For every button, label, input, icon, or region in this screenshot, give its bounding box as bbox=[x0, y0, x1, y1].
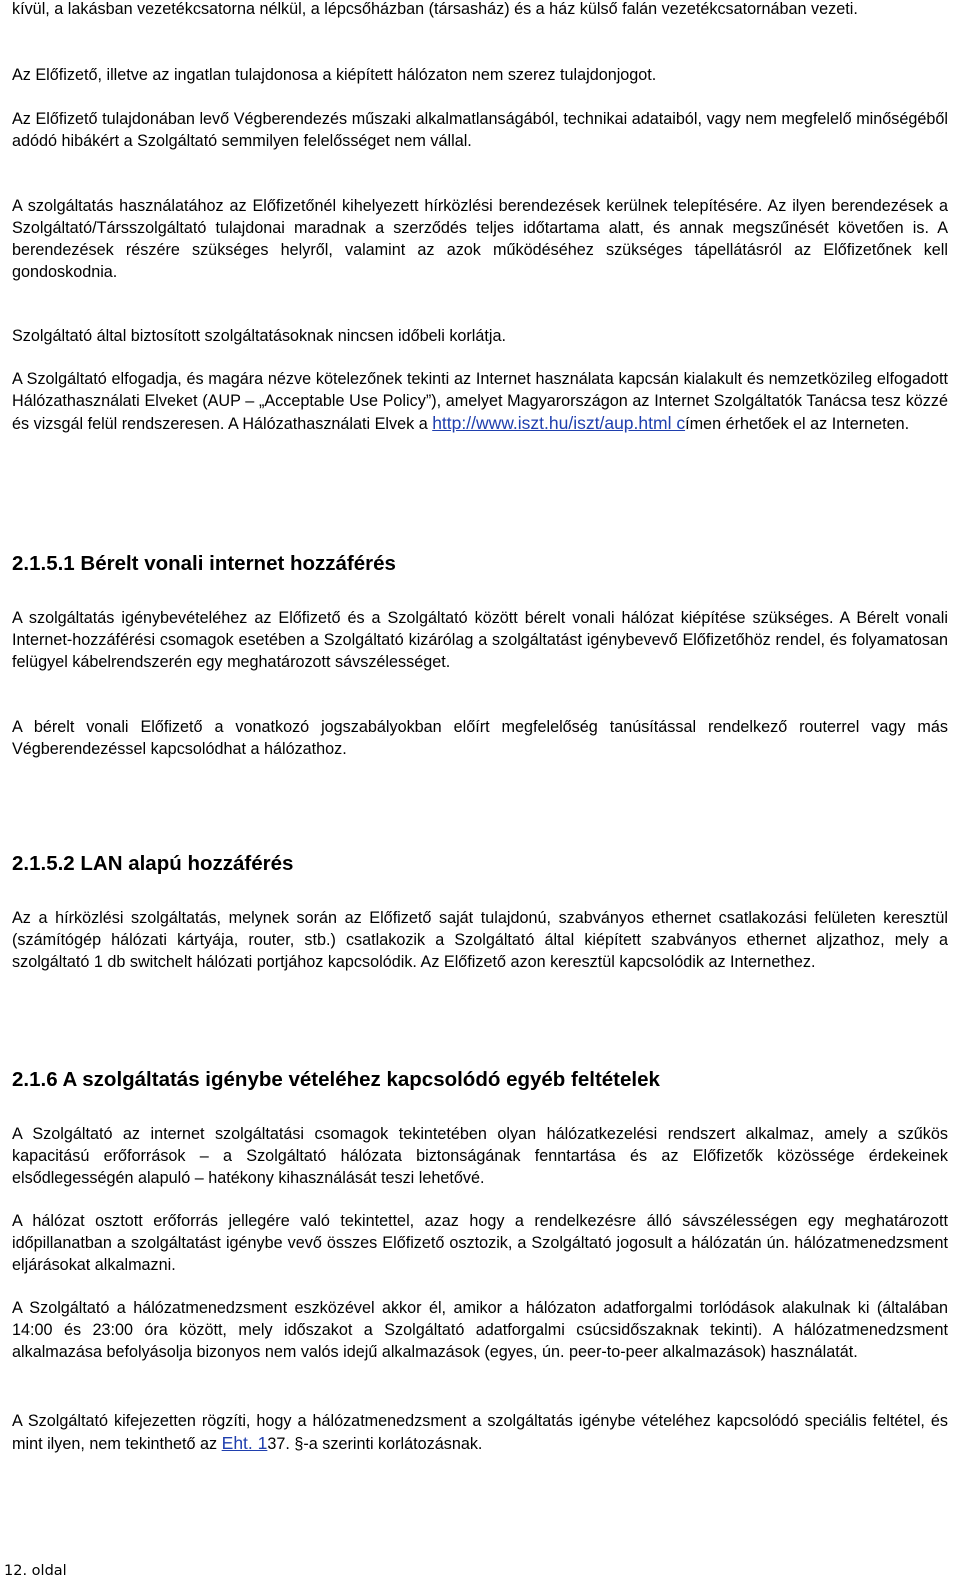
special-text-end: 37. §-a szerinti korlátozásnak. bbox=[267, 1435, 483, 1453]
paragraph-router: A bérelt vonali Előfizető a vonatkozó jogszabályokban előírt megfelelőség tanúsítással rendelkező routerrel vagy más Végberendezéssel kapcsolódhat a hálózathoz. bbox=[12, 718, 948, 758]
paragraph-special-condition bbox=[12, 1410, 948, 1455]
paragraph-peak-hours: A Szolgáltató a hálózatmenedzsment eszközével akkor él, amikor a hálózaton adatforgalmi torlódások alakulnak ki (általában 14:00 és 23:00 óra között, mely időszakot a Szolgáltató adatforgalmi csúcsidőszaknak tekinti). A hálózatmenedzsment alkalmazása befolyásolja bizonyos nem valós idejű alkalmazások (egyes, ún. peer-to-peer alkalmazások) használatát. bbox=[12, 1299, 948, 1361]
aup-text-end: ímen érhetőek el az Interneten. bbox=[685, 415, 910, 433]
page-number: 12. oldal bbox=[4, 1563, 67, 1579]
paragraph-ownership: Az Előfizető, illetve az ingatlan tulajdonosa a kiépített hálózaton nem szerez tulajdonjogot. bbox=[12, 66, 657, 84]
heading-lan: 2.1.5.2 LAN alapú hozzáférés bbox=[12, 852, 294, 875]
paragraph-aup bbox=[12, 368, 948, 435]
paragraph-leased-line: A szolgáltatás igénybevételéhez az Előfizető és a Szolgáltató között bérelt vonali hálózat kiépítése szükséges. A Bérelt vonali Internet-hozzáférési csomagok esetében a Szolgáltató kizárólag a szolgáltatást igénybevevő Előfizetőhöz rendel, és folyamatosan felügyel kábelrendszerén egy meghatározott sávszélességet. bbox=[12, 609, 948, 671]
eht-link[interactable]: Eht. 1 bbox=[221, 1433, 268, 1453]
paragraph-shared-resource: A hálózat osztott erőforrás jellegére való tekintettel, azaz hogy a rendelkezésre álló sávszélességen egy meghatározott időpillanatban a szolgáltatást igénybe vevő összes Előfizető osztozik, a Szolgáltató jogosult a hálózatán ún. hálózatmenedzsment eljárásokat alkalmazni. bbox=[12, 1212, 948, 1274]
paragraph-lan: Az a hírközlési szolgáltatás, melynek során az Előfizető saját tulajdonú, szabványos ethernet csatlakozási felületen keresztül (számítógép hálózati kártyája, router, stb.) csatlakozik a Szolgáltató által kiépített szabványos ethernet aljzathoz, mely a szolgáltató 1 db switchelt hálózati portjához kapcsolódik. Az Előfizető azon keresztül kapcsolódik az Internethez. bbox=[12, 909, 948, 971]
heading-other-conditions: 2.1.6 A szolgáltatás igénybe vételéhez kapcsolódó egyéb feltételek bbox=[12, 1068, 660, 1091]
paragraph-conduit: kívül, a lakásban vezetékcsatorna nélkül, a lépcsőházban (társasház) és a ház külső falán vezetékcsatornában vezeti. bbox=[12, 0, 858, 18]
paragraph-time-limit: Szolgáltató által biztosított szolgáltatásoknak nincsen időbeli korlátja. bbox=[12, 327, 507, 345]
paragraph-network-management: A Szolgáltató az internet szolgáltatási csomagok tekintetében olyan hálózatkezelési rendszert alkalmaz, amely a szűkös kapacitású erőforrások – a Szolgáltató hálózata biztonságának fenntartása és az Előfizetők közössége érdekeinek elsődlegességén alapuló – hatékony kihasználását teszi lehetővé. bbox=[12, 1125, 948, 1187]
aup-link[interactable]: http://www.iszt.hu/iszt/aup.html c bbox=[432, 413, 686, 433]
paragraph-equipment: A szolgáltatás használatához az Előfizetőnél kihelyezett hírközlési berendezések kerülnek telepítésére. Az ilyen berendezések a Szolgáltató/Társszolgáltató tulajdonai maradnak a szerződés teljes időtartama alatt, és annak megszűnését követően is. A berendezések részére szükséges helyről, valamint az azok működéséhez szükséges tápellátásról az Előfizetőnek kell gondoskodnia. bbox=[12, 197, 948, 281]
paragraph-liability: Az Előfizető tulajdonában levő Végberendezés műszaki alkalmatlanságából, technikai adataiból, vagy nem megfelelő minőségéből adódó hibákért a Szolgáltató semmilyen felelősséget nem vállal. bbox=[12, 110, 948, 150]
aup-text-start: A Szolgáltató elfogadja, és magára nézve kötelezőnek tekinti az Internet használata kapcsán kialakult és nemzetközileg elfogadott Hálózathasználati Elveket (AUP – „Acceptable Use Policy”), amelyet Magyarországon az Internet Szolgáltatók Tanácsa tesz közzé és vizsgál felül rendszeresen. A Hálózathasználati Elvek a bbox=[12, 370, 948, 433]
heading-leased-line: 2.1.5.1 Bérelt vonali internet hozzáférés bbox=[12, 552, 396, 575]
special-text-start: A Szolgáltató kifejezetten rögzíti, hogy a hálózatmenedzsment a szolgáltatás igénybe vételéhez kapcsolódó speciális feltétel, és mint ilyen, nem tekinthető az bbox=[12, 1412, 948, 1453]
